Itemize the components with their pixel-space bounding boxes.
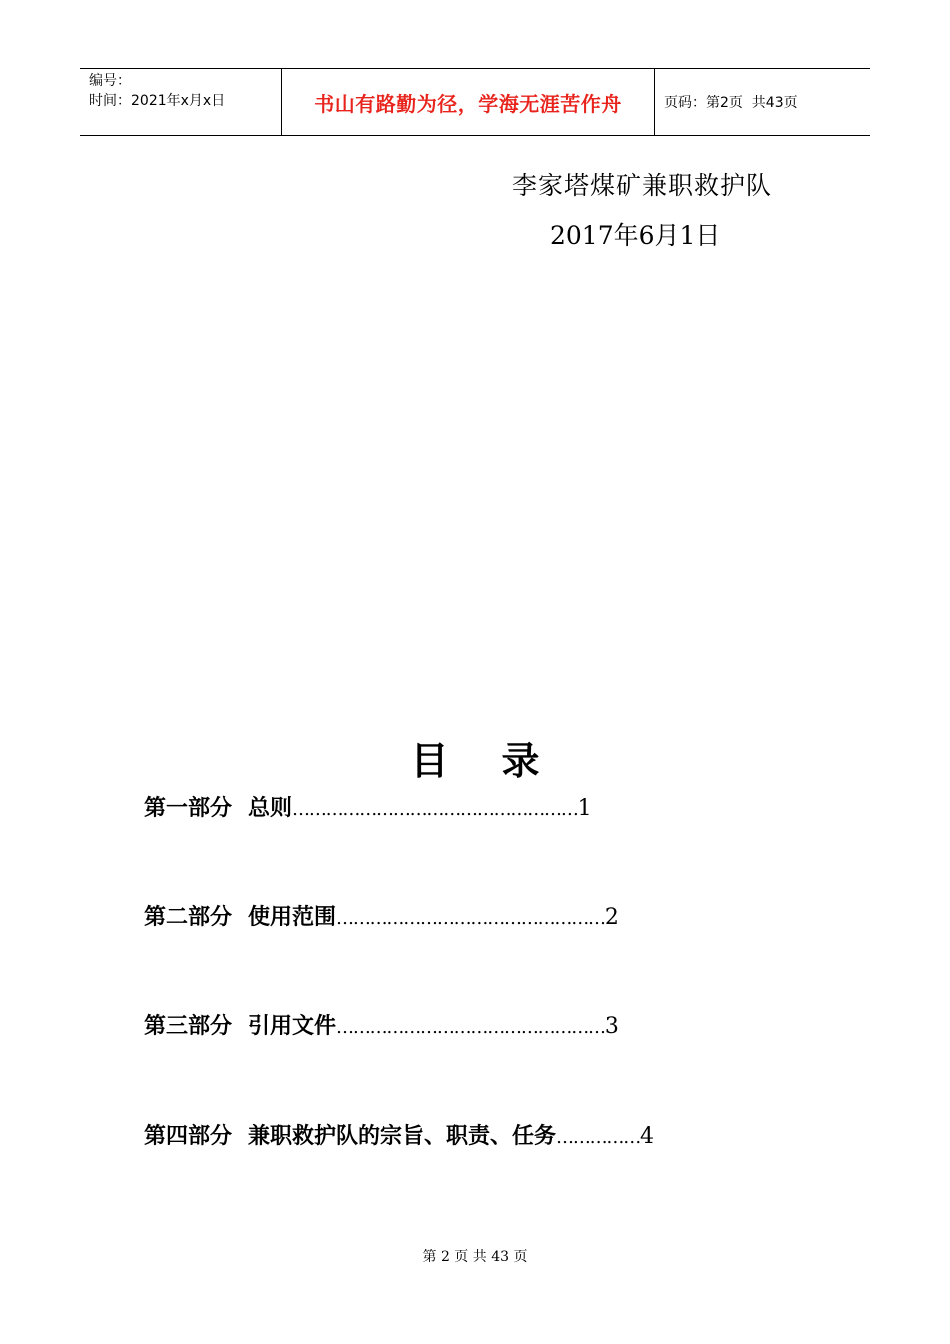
page-header	[80, 68, 870, 136]
cover-date: 2017年6月1日	[550, 221, 721, 250]
toc-entry-dots: …………………………………………	[336, 1017, 605, 1038]
toc-entry[interactable]	[144, 900, 619, 931]
toc-entry-page: 4	[640, 1124, 655, 1149]
toc-entry-part: 第四部分	[144, 1124, 233, 1149]
toc-entry-title: 总则	[248, 796, 293, 821]
header-page-info	[655, 69, 870, 135]
toc-entry-title: 引用文件	[248, 1014, 337, 1039]
toc-entry-part: 第一部分	[144, 796, 233, 821]
toc-entry-page: 3	[604, 1014, 619, 1039]
header-time-label: 时间：2021年x月x日	[89, 93, 226, 109]
toc-entry-page: 2	[604, 905, 619, 930]
header-page-info-text: 页码：第2页 共43页	[664, 95, 798, 111]
header-number-label: 编号：	[89, 73, 131, 89]
toc-entry-part: 第三部分	[144, 1014, 233, 1039]
toc-entry-dots: ……………	[556, 1127, 641, 1148]
toc-title: 目 录	[410, 739, 540, 783]
toc-entry-title: 使用范围	[248, 905, 337, 930]
toc-entry-dots: …………………………………………	[336, 908, 605, 929]
toc-entry[interactable]	[144, 1009, 619, 1040]
toc-entry-part: 第二部分	[144, 905, 233, 930]
toc-entry-dots: ……………………………………………	[292, 799, 578, 820]
toc-entry-title: 兼职救护队的宗旨、职责、任务	[248, 1124, 557, 1149]
header-meta	[80, 69, 282, 135]
toc-entry[interactable]	[144, 791, 592, 822]
cover-organization: 李家塔煤矿兼职救护队	[512, 171, 773, 200]
toc-entry-page: 1	[577, 796, 592, 821]
page-footer: 第 2 页 共 43 页	[422, 1249, 528, 1265]
header-motto: 书山有路勤为径，学海无涯苦作舟	[282, 69, 655, 135]
toc-entry[interactable]	[144, 1119, 654, 1150]
